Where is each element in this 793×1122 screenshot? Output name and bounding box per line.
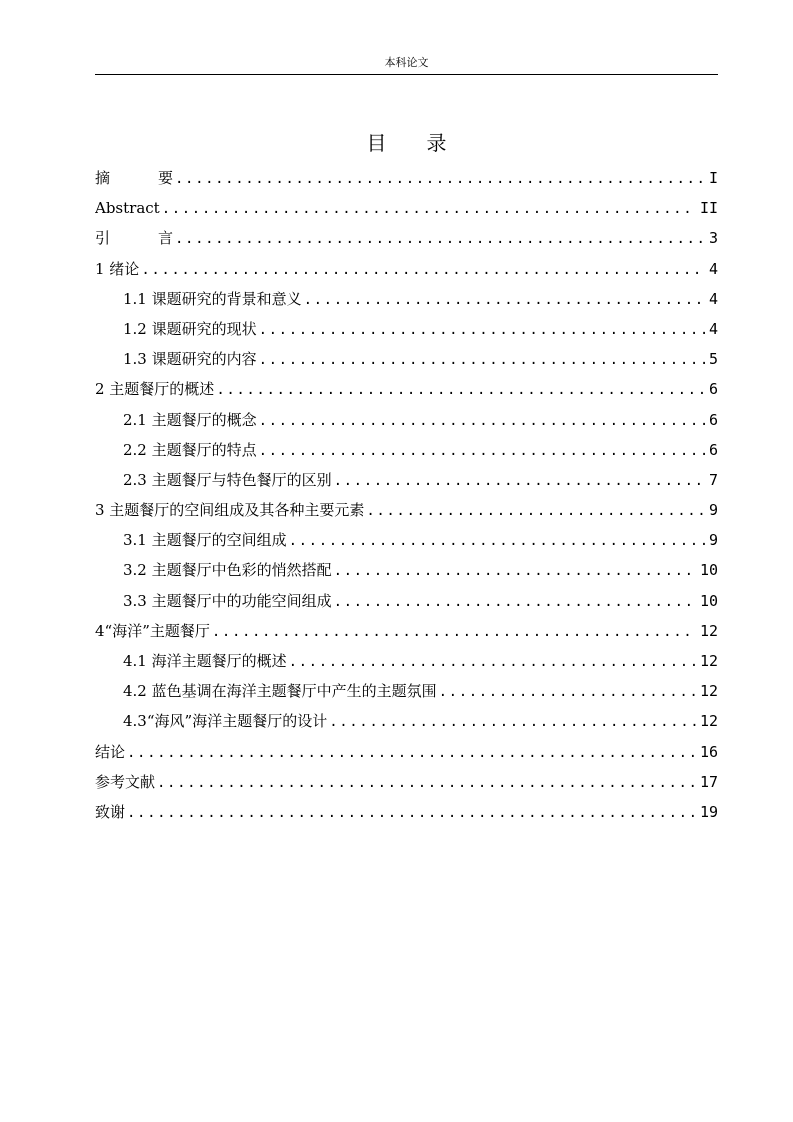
toc-dot-leader [127, 798, 696, 827]
toc-entry-section-2-2[interactable] [95, 435, 718, 465]
toc-entry-page: 6 [708, 380, 718, 399]
toc-dot-leader [439, 677, 696, 706]
toc-dot-leader [334, 587, 696, 616]
toc-title [95, 128, 718, 158]
toc-entry-section-1-2[interactable] [95, 314, 718, 344]
toc-entry-page: 10 [699, 561, 718, 580]
toc-entry-label: 3 主题餐厅的空间组成及其各种主要元素 [95, 501, 365, 520]
toc-entry-label: 1.1 课题研究的背景和意义 [123, 289, 302, 308]
toc-entry-section-1-1[interactable] [95, 284, 718, 314]
toc-entry-page: 12 [699, 621, 718, 640]
toc-entry-abstract-cn[interactable] [95, 163, 718, 193]
toc-entry-section-1-3[interactable] [95, 344, 718, 374]
toc-dot-leader [259, 315, 705, 344]
toc-entry-label: 4.1 海洋主题餐厅的概述 [123, 652, 287, 670]
header-text: 本科论文 [384, 56, 429, 69]
toc-entry-label: 3.3 主题餐厅中的功能空间组成 [123, 591, 332, 610]
toc-entry-page: 4 [708, 319, 718, 338]
toc-dot-leader [175, 164, 705, 193]
toc-entry-page: 12 [699, 652, 718, 670]
toc-entry-label: Abstract [95, 199, 160, 218]
table-of-contents [95, 163, 718, 827]
toc-entry-section-4-3[interactable] [95, 706, 718, 736]
toc-entry-label: 2.2 主题餐厅的特点 [123, 440, 257, 459]
toc-entry-label: 1.2 课题研究的现状 [123, 319, 257, 338]
toc-dot-leader [334, 466, 705, 495]
toc-entry-label: 2.1 主题餐厅的概念 [123, 410, 257, 429]
toc-dot-leader [334, 556, 696, 585]
page-header [95, 52, 718, 75]
toc-entry-page: II [699, 199, 718, 218]
toc-dot-leader [157, 768, 696, 797]
toc-dot-leader [304, 285, 705, 314]
toc-dot-leader [329, 707, 696, 736]
toc-title-left: 目 [366, 131, 387, 155]
toc-entry-conclusion[interactable] [95, 737, 718, 767]
toc-dot-leader [212, 617, 696, 646]
toc-entry-section-2-1[interactable] [95, 405, 718, 435]
toc-entry-label: 摘 要 [95, 169, 174, 187]
toc-entry-page: 4 [708, 289, 718, 308]
toc-entry-page: 4 [708, 259, 718, 278]
toc-dot-leader [141, 255, 705, 284]
toc-entry-page: 7 [708, 470, 718, 489]
toc-entry-label: 4“海洋”主题餐厅 [95, 621, 210, 640]
toc-entry-label: 1.3 课题研究的内容 [123, 350, 257, 369]
toc-entry-chapter-3[interactable] [95, 495, 718, 525]
toc-entry-page: 9 [708, 531, 718, 550]
toc-dot-leader [127, 738, 696, 767]
toc-entry-page: 17 [699, 772, 718, 791]
toc-entry-page: 5 [708, 350, 718, 369]
toc-entry-page: 19 [699, 802, 718, 821]
toc-dot-leader [289, 647, 696, 676]
toc-dot-leader [162, 194, 696, 223]
toc-entry-section-3-3[interactable] [95, 586, 718, 616]
toc-entry-label: 参考文献 [95, 772, 156, 791]
toc-entry-page: 10 [699, 591, 718, 610]
toc-dot-leader [175, 224, 705, 253]
toc-dot-leader [259, 436, 705, 465]
toc-entry-page: 9 [708, 501, 718, 520]
toc-entry-page: 12 [699, 712, 718, 731]
toc-entry-label: 2.3 主题餐厅与特色餐厅的区别 [123, 470, 332, 489]
toc-entry-chapter-2[interactable] [95, 374, 718, 404]
toc-entry-page: I [708, 169, 718, 187]
toc-dot-leader [289, 526, 705, 555]
toc-dot-leader [259, 406, 705, 435]
toc-entry-label: 1 绪论 [95, 259, 140, 278]
toc-entry-acknowledgements[interactable] [95, 797, 718, 827]
toc-entry-section-2-3[interactable] [95, 465, 718, 495]
toc-entry-chapter-4[interactable] [95, 616, 718, 646]
toc-entry-label: 4.3“海风”海洋主题餐厅的设计 [123, 712, 328, 731]
toc-dot-leader [366, 496, 705, 525]
toc-title-right: 录 [426, 131, 447, 155]
toc-dot-leader [259, 345, 705, 374]
toc-entry-section-4-1[interactable] [95, 646, 718, 676]
toc-entry-label: 引 言 [95, 229, 174, 248]
toc-entry-page: 6 [708, 440, 718, 459]
toc-entry-references[interactable] [95, 767, 718, 797]
toc-entry-label: 2 主题餐厅的概述 [95, 380, 215, 399]
toc-entry-label: 3.1 主题餐厅的空间组成 [123, 531, 287, 550]
toc-entry-page: 16 [699, 742, 718, 761]
toc-entry-page: 6 [708, 410, 718, 429]
toc-entry-section-3-1[interactable] [95, 525, 718, 555]
toc-entry-introduction[interactable] [95, 223, 718, 253]
toc-entry-label: 4.2 蓝色基调在海洋主题餐厅中产生的主题氛围 [123, 682, 437, 701]
toc-dot-leader [216, 375, 705, 404]
toc-entry-abstract-en[interactable] [95, 193, 718, 223]
toc-entry-section-4-2[interactable] [95, 676, 718, 706]
toc-entry-page: 12 [699, 682, 718, 701]
toc-entry-section-3-2[interactable] [95, 555, 718, 585]
toc-entry-chapter-1[interactable] [95, 254, 718, 284]
toc-entry-label: 致谢 [95, 802, 126, 821]
toc-entry-label: 3.2 主题餐厅中色彩的悄然搭配 [123, 561, 332, 580]
toc-entry-label: 结论 [95, 742, 126, 761]
toc-entry-page: 3 [708, 229, 718, 248]
